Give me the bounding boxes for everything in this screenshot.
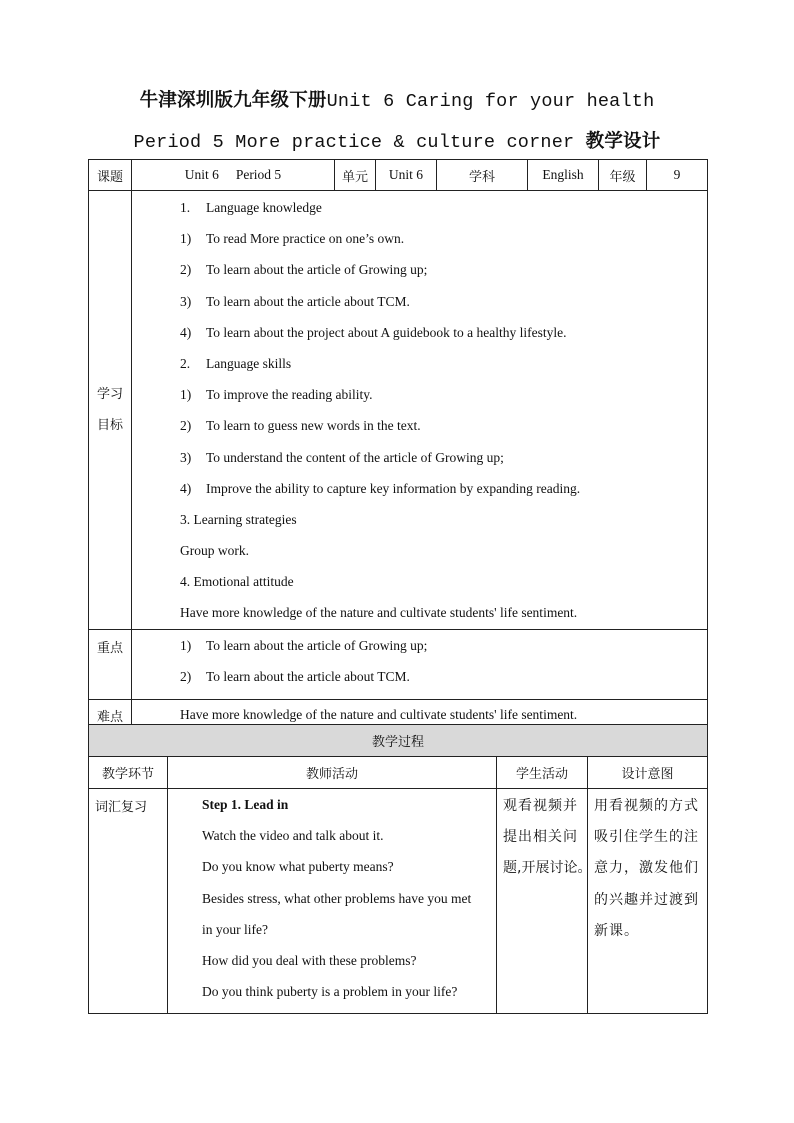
objectives-label-1: 学习: [96, 386, 123, 402]
objective-plain-line: 4. Emotional attitude: [180, 574, 294, 590]
process-header-row: [89, 757, 708, 789]
title-cjk-2: 教学设计: [585, 131, 661, 152]
objective-line: 3) To understand the content of the article of Growing up;: [180, 449, 504, 465]
objective-line: 1. Language knowledge: [180, 200, 322, 215]
objective-line: 2) To learn to guess new words in the text.: [180, 418, 421, 434]
teacher-activity-cell: [168, 789, 497, 1014]
objectives-row: [89, 191, 708, 630]
stage-cell: 词汇复习: [89, 789, 168, 1014]
grade-value: 9: [647, 160, 708, 191]
teacher-line: How did you deal with these problems?: [202, 952, 417, 968]
subject-label: 学科: [437, 160, 528, 191]
process-band-row: [89, 725, 708, 757]
key-point-line: 1) To learn about the article of Growing up;: [180, 637, 428, 653]
intent-line: 意力，激发他们: [594, 860, 699, 877]
objective-plain-line: Group work.: [180, 543, 249, 559]
objective-line: 4) To learn about the project about A guidebook to a healthy lifestyle.: [180, 324, 567, 340]
teacher-line: Step 1. Lead in: [202, 797, 289, 812]
objectives-label-2: 目标: [96, 417, 123, 433]
teacher-line: Do you think puberty is a problem in your life?: [202, 984, 458, 1000]
info-row: [89, 160, 708, 191]
grade-label: 年级: [599, 160, 647, 191]
teacher-line: in your life?: [202, 921, 268, 937]
objective-line: 3) To learn about the article about TCM.: [180, 293, 410, 309]
document-title-line-1: [0, 86, 794, 112]
teacher-line: Do you know what puberty means?: [202, 859, 394, 875]
document-title-line-2: [0, 127, 794, 153]
intent-line: 的兴趣并过渡到: [594, 891, 699, 908]
teaching-process-table: [88, 724, 708, 1014]
header-student: 学生活动: [497, 757, 588, 789]
key-points-row: [89, 629, 708, 699]
student-line: 题,开展讨论。: [503, 860, 592, 877]
key-points-label: 重点: [89, 629, 132, 699]
process-row: [89, 789, 708, 1014]
objective-line: 1) To improve the reading ability.: [180, 387, 373, 403]
intent-line: 用看视频的方式: [594, 798, 699, 814]
student-activity-cell: [497, 789, 592, 1014]
difficulty-label: 难点: [89, 699, 132, 731]
unit-label: 单元: [335, 160, 376, 191]
objective-line: 1) To read More practice on one’s own.: [180, 231, 405, 247]
objective-line: 4) Improve the ability to capture key information by expanding reading.: [180, 480, 581, 496]
teacher-line: Besides stress, what other problems have you met: [202, 890, 472, 906]
objective-line: 2) To learn about the article of Growing up;: [180, 262, 428, 278]
process-band: 教学过程: [89, 725, 708, 757]
objective-plain-line: Have more knowledge of the nature and cultivate students' life sentiment.: [180, 605, 578, 621]
key-points-content: [132, 629, 708, 699]
header-intent: 设计意图: [588, 757, 708, 789]
teacher-line: Watch the video and talk about it.: [202, 828, 384, 844]
objective-plain-line: 3. Learning strategies: [180, 511, 297, 527]
topic-unit: Unit 6: [184, 167, 219, 182]
subject-value: English: [528, 160, 599, 191]
difficulty-text: Have more knowledge of the nature and cultivate students' life sentiment.: [132, 699, 708, 731]
objectives-label: [89, 191, 132, 630]
design-intent-cell: [588, 789, 708, 1014]
intent-line: 吸引住学生的注: [594, 829, 699, 846]
intent-line: 新课。: [594, 922, 639, 939]
key-point-line: 2) To learn about the article about TCM.: [180, 668, 410, 684]
objective-line: 2. Language skills: [180, 355, 292, 371]
title-cjk-1: 牛津深圳版九年级下册: [139, 90, 327, 111]
student-line: 观看视频并: [503, 798, 578, 814]
topic-label: 课题: [89, 160, 132, 191]
header-teacher: 教师活动: [168, 757, 497, 789]
lesson-info-table: [88, 159, 708, 732]
student-line: 提出相关问: [503, 829, 578, 846]
topic-period: Period 5: [235, 167, 282, 182]
header-stage: 教学环节: [89, 757, 168, 789]
objectives-content: [132, 191, 708, 630]
title-en-1: Unit 6 Caring for your health: [326, 91, 655, 112]
title-en-2: Period 5 More practice & culture corner: [133, 132, 575, 153]
unit-value: Unit 6: [376, 160, 437, 191]
topic-value: [132, 160, 335, 191]
